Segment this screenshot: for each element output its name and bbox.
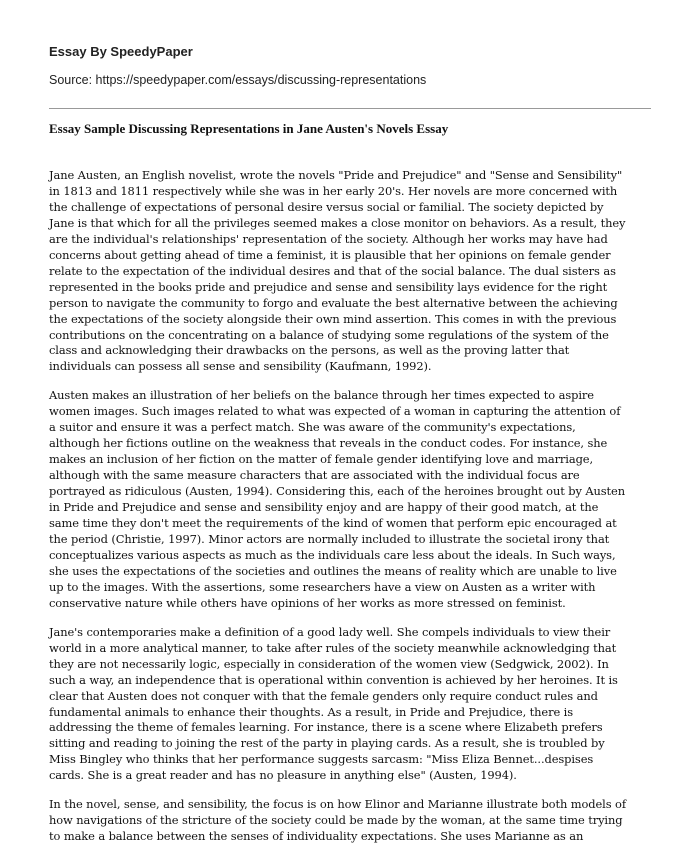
text-line: although her fictions outline on the weakness that reveals in the conduct codes. For instance, she — [49, 436, 608, 451]
text-line: concerns about getting ahead of time a feminist, it is plausible that her opinions on female gender — [49, 247, 611, 262]
text-line: Miss Bingley who thinks that her performance suggests sarcasm: "Miss Eliza Bennet...despises — [49, 752, 594, 767]
text-line: although with the same measure characters that are associated with the individual focus are — [49, 468, 580, 483]
text-line: person to navigate the community to forgo and evaluate the best alternative between the achieving — [49, 295, 618, 310]
text-line: are the individual's relationships' representation of the society. Although her works may have had — [49, 231, 608, 246]
essay-body — [49, 168, 655, 858]
text-line: Jane is that which for all the privileges seemed makes a close monitor on behaviors. As a result, they — [49, 215, 626, 230]
text-line: sitting and reading to joining the rest of the party in playing cards. As a result, she is troubled by — [49, 736, 605, 751]
text-line: they are not necessarily logic, especially in consideration of the women view (Sedgwick, 2002). In — [49, 656, 609, 671]
brand-heading: Essay By SpeedyPaper — [49, 44, 193, 59]
source-line: Source: https://speedypaper.com/essays/discussing-representations — [49, 73, 427, 87]
text-line: in Pride and Prejudice and sense and sensibility enjoy and are happy of their good match, at the — [49, 500, 599, 515]
text-line: Austen makes an illustration of her beliefs on the balance through her times expected to aspire — [49, 388, 594, 403]
text-line: class and acknowledging their drawbacks on the persons, as well as the proving latter that — [49, 343, 570, 358]
text-line: Jane's contemporaries make a definition of a good lady well. She compels individuals to view their — [49, 624, 611, 639]
text-line: relate to the expectation of the individual desires and that of the social balance. The dual sisters as — [49, 263, 616, 278]
paragraph — [49, 625, 655, 785]
text-line: contributions on the concentrating on a balance of studying some regulations of the system of the — [49, 327, 609, 342]
text-line: represented in the books pride and prejudice and sense and sensibility lays evidence for the right — [49, 279, 608, 294]
essay-title: Essay Sample Discussing Representations in Jane Austen's Novels Essay — [49, 121, 449, 136]
text-line: addressing the theme of females learning. For instance, there is a scene where Elizabeth prefers — [49, 720, 603, 735]
text-line: a suitor and ensure it was a perfect match. She was aware of the community's expectations, — [49, 420, 576, 435]
paragraph — [49, 388, 655, 611]
text-line: the challenge of expectations of personal desire versus social or familial. The society depicted by — [49, 199, 604, 214]
text-line: the period (Christie, 1997). Minor actors are normally included to illustrate the societal irony that — [49, 531, 610, 546]
text-line: clear that Austen does not conquer with that the female genders only require conduct rules and — [49, 688, 598, 703]
text-line: same time they don't meet the requirements of the kind of women that perform epic encouraged at — [49, 516, 617, 531]
text-line: women images. Such images related to what was expected of a woman in capturing the attention of — [49, 404, 621, 419]
text-line: the expectations of the society alongside their own mind assertion. This comes in with the previous — [49, 311, 617, 326]
text-line: world in a more analytical manner, to take after rules of the society meanwhile acknowledging that — [49, 640, 617, 655]
text-line: up to the images. With the assertions, some researchers have a view on Austen as a writer with — [49, 579, 596, 594]
text-line: cards. She is a great reader and has no pleasure in anything else" (Austen, 1994). — [49, 768, 517, 783]
text-line: fundamental animals to enhance their thoughts. As a result, in Pride and Prejudice, there is — [49, 704, 573, 719]
text-line: Jane Austen, an English novelist, wrote the novels "Pride and Prejudice" and "Sense and Sensibility" — [49, 168, 623, 182]
paragraph — [49, 797, 655, 845]
text-line: how navigations of the stricture of the society could be made by the woman, at the same time trying — [49, 813, 623, 828]
text-line: to make a balance between the senses of individuality expectations. She uses Marianne as an — [49, 829, 584, 844]
paragraph — [49, 168, 655, 375]
text-line: portrayed as ridiculous (Austen, 1994). Considering this, each of the heroines brought out by Austen — [49, 484, 625, 499]
text-line: individuals can possess all sense and sensibility (Kaufmann, 1992). — [49, 359, 432, 374]
text-line: she uses the expectations of the societies and outlines the means of reality which are unable to live — [49, 563, 617, 578]
divider — [49, 108, 651, 109]
text-line: makes an inclusion of her fiction on the matter of female gender identifying love and marriage, — [49, 452, 594, 467]
text-line: such a way, an independence that is operational within convention is achieved by her heroines. It is — [49, 672, 618, 687]
text-line: conservative nature while others have opinions of her works as more stressed on feminist. — [49, 595, 566, 610]
text-line: in 1813 and 1811 respectively while she was in her early 20's. Her novels are more concerned with — [49, 183, 618, 198]
text-line: conceptualizes various aspects as much as the individuals care less about the ideals. In Such ways, — [49, 547, 616, 562]
text-line: In the novel, sense, and sensibility, the focus is on how Elinor and Marianne illustrate both models of — [49, 797, 626, 812]
